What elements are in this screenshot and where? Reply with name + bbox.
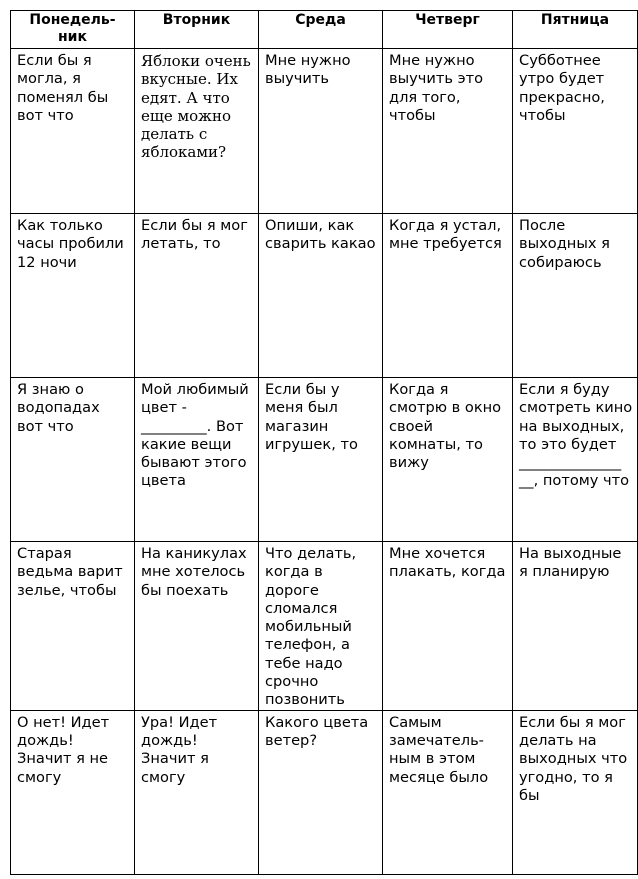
table-row [11, 542, 638, 711]
table-cell: Какого цвета ветер? [259, 710, 383, 874]
weekly-prompts-table [10, 10, 638, 875]
table-cell: О нет! Идет дождь! Значит я не смогу [11, 710, 135, 874]
table-cell: Если бы у меня был магазин игрушек, то [259, 378, 383, 542]
table-cell: Самым замечатель-ным в этом месяце было [383, 710, 513, 874]
table-cell: Что делать, когда в дороге сломался мобильный телефон, а тебе надо срочно позвонить [259, 542, 383, 711]
table-cell: Если бы я мог летать, то [135, 214, 259, 378]
header-monday: Понедель-ник [11, 11, 135, 49]
table-row [11, 710, 638, 874]
table-cell: Субботнее утро будет прекрасно, чтобы [513, 49, 638, 214]
table-cell: На каникулах мне хотелось бы поехать [135, 542, 259, 711]
table-row [11, 214, 638, 378]
header-wednesday: Среда [259, 11, 383, 49]
table-cell: Яблоки очень вкусные. Их едят. А что еще можно делать с яблоками? [135, 49, 259, 214]
header-thursday: Четверг [383, 11, 513, 49]
header-tuesday: Вторник [135, 11, 259, 49]
table-cell: Мне хочется плакать, когда [383, 542, 513, 711]
table-cell: Если бы я мог делать на выходных что угодно, то я бы [513, 710, 638, 874]
header-row [11, 11, 638, 49]
header-friday: Пятница [513, 11, 638, 49]
table-cell: Если бы я могла, я поменял бы вот что [11, 49, 135, 214]
table-cell: Как только часы пробили 12 ночи [11, 214, 135, 378]
table-cell: После выходных я собираюсь [513, 214, 638, 378]
worksheet-page [10, 10, 638, 875]
table-cell: Опиши, как сварить какао [259, 214, 383, 378]
table-cell: Мой любимый цвет - _________. Вот какие вещи бывают этого цвета [135, 378, 259, 542]
table-cell: Я знаю о водопадах вот что [11, 378, 135, 542]
table-cell: Мне нужно выучить это для того, чтобы [383, 49, 513, 214]
table-cell: Мне нужно выучить [259, 49, 383, 214]
table-cell: Старая ведьма варит зелье, чтобы [11, 542, 135, 711]
table-cell: Ура! Идет дождь! Значит я смогу [135, 710, 259, 874]
table-row [11, 378, 638, 542]
table-cell: На выходные я планирую [513, 542, 638, 711]
table-row [11, 49, 638, 214]
table-cell: Когда я смотрю в окно своей комнаты, то вижу [383, 378, 513, 542]
table-cell: Если я буду смотреть кино на выходных, то это будет ______________ __, потому что [513, 378, 638, 542]
table-cell: Когда я устал, мне требуется [383, 214, 513, 378]
